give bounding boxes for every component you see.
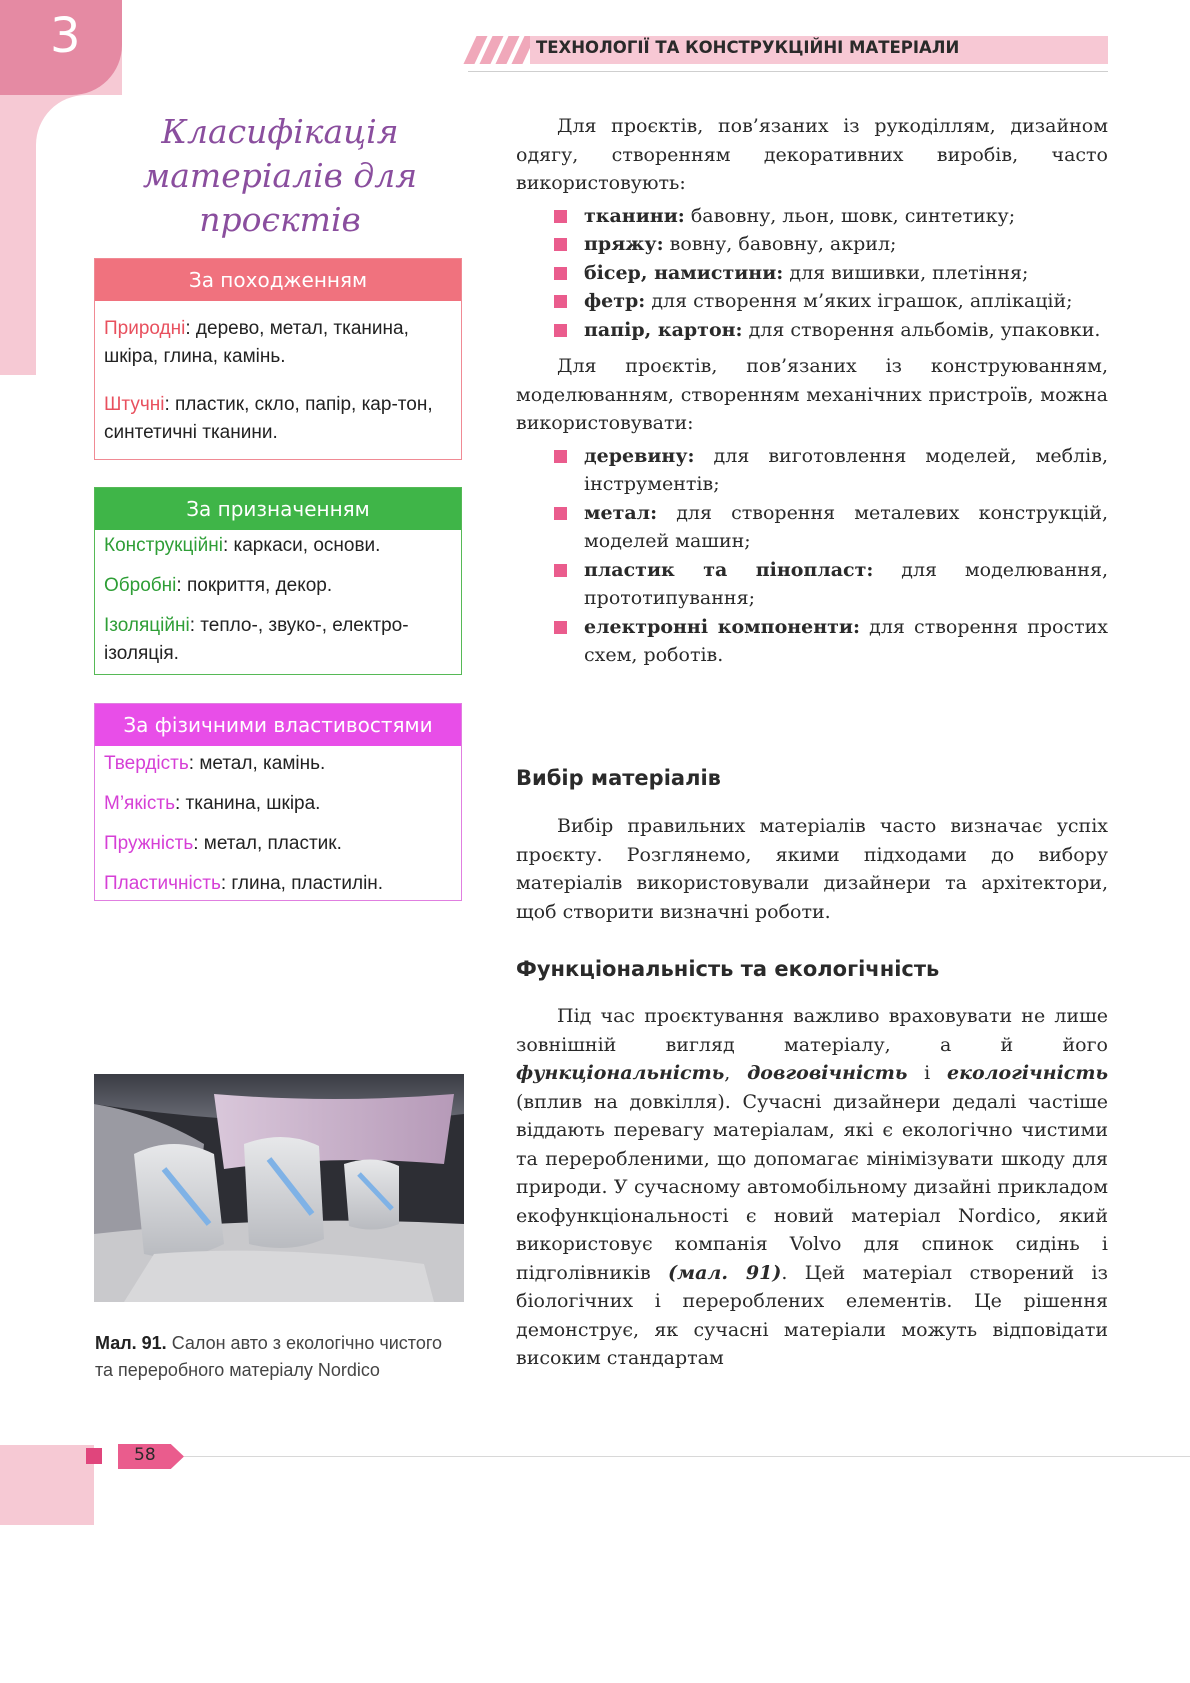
box-heading: За призначенням bbox=[95, 488, 461, 530]
physical-properties-box bbox=[94, 703, 462, 901]
choice-paragraph: Вибір правильних матеріалів часто визначає успіх проєкту. Розглянемо, якими підходами до вибору матеріалів використовували дизайнери та архітектори, щоб створити визначні роботи. bbox=[516, 815, 1108, 923]
bullet-icon bbox=[554, 324, 567, 337]
box-item: Обробні: покриття, декор. bbox=[104, 575, 333, 596]
box-item: Твердість: метал, камінь. bbox=[104, 753, 326, 774]
page-number: 58 bbox=[134, 1445, 156, 1465]
bullet-icon bbox=[554, 295, 567, 308]
bullet-icon bbox=[554, 210, 567, 223]
section-heading-function: Функціональність та екологічність bbox=[516, 957, 940, 981]
bullet-icon bbox=[554, 564, 567, 577]
box-item: Пружність: метал, пластик. bbox=[104, 833, 342, 854]
box-item: Пластичність: глина, пластилін. bbox=[104, 873, 384, 894]
box-item: М’якість: тканина, шкіра. bbox=[104, 793, 321, 814]
box-item: Штучні: пластик, скло, папір, кар-тон, синтетичні тканини. bbox=[104, 394, 433, 443]
chapter-tab bbox=[0, 0, 122, 95]
list-item: тканини: бавовну, льон, шовк, синтетику; bbox=[516, 202, 1108, 231]
function-block bbox=[516, 1002, 1108, 1373]
header-stripes bbox=[468, 36, 528, 64]
chapter-number: 3 bbox=[50, 8, 81, 64]
list-item: пряжу: вовну, бавовну, акрил; bbox=[516, 230, 1108, 259]
box-item: Конструкційні: каркаси, основи. bbox=[104, 535, 381, 556]
list-item: папір, картон: для створення альбомів, упаковки. bbox=[516, 316, 1108, 345]
bullet-icon bbox=[554, 238, 567, 251]
choice-block bbox=[516, 812, 1108, 926]
bullet-icon bbox=[554, 621, 567, 634]
section-heading-choice: Вибір матеріалів bbox=[516, 766, 721, 790]
list-item: електронні компоненти: для створення простих схем, роботів. bbox=[516, 613, 1108, 670]
bullet-icon bbox=[554, 450, 567, 463]
bullet-icon bbox=[554, 267, 567, 280]
list-item: метал: для створення металевих конструкцій, моделей машин; bbox=[516, 499, 1108, 556]
crafts-materials-list bbox=[516, 202, 1108, 345]
section-title: ТЕХНОЛОГІЇ ТА КОНСТРУКЦІЙНІ МАТЕРІАЛИ bbox=[536, 38, 960, 57]
car-interior-photo bbox=[94, 1074, 464, 1302]
construction-materials-list bbox=[516, 442, 1108, 670]
intro-paragraph: Для проєктів, пов’язаних із конструюванням, моделюванням, створенням механічних пристроїв, можна використовувати: bbox=[516, 355, 1108, 434]
list-item: бісер, намистини: для вишивки, плетіння; bbox=[516, 259, 1108, 288]
box-item: Природні: дерево, метал, тканина, шкіра, глина, камінь. bbox=[104, 318, 409, 367]
box-heading: За фізичними властивостями bbox=[95, 704, 461, 746]
footer-divider bbox=[184, 1456, 1190, 1457]
footer-square bbox=[86, 1448, 102, 1464]
list-item: деревину: для виготовлення моделей, меблів, інструментів; bbox=[516, 442, 1108, 499]
figure-caption: Мал. 91. Салон авто з екологічно чистого та переробного матеріалу Nordico bbox=[95, 1333, 443, 1380]
origin-classification-box bbox=[94, 258, 462, 460]
box-item: Ізоляційні: тепло-, звуко-, електро-ізоляція. bbox=[104, 615, 409, 664]
list-item: фетр: для створення м’яких іграшок, аплікацій; bbox=[516, 287, 1108, 316]
page-title: Класифікація матеріалів для проєктів bbox=[142, 112, 418, 239]
footer-pink-band bbox=[0, 1445, 94, 1525]
figure-label: Мал. 91. bbox=[95, 1333, 167, 1353]
box-heading: За походженням bbox=[95, 259, 461, 301]
right-column-top bbox=[516, 112, 1108, 670]
function-paragraph: Під час проєктування важливо враховувати не лише зовнішній вигляд матеріалу, а й його функціональність, довговічність і екологічність (вплив на довкілля). Сучасні дизайнери дедалі частіше віддають перевагу матеріалам, які є екологічно чистими та переробленими, що допомагає мінімізувати шкоду для природи. У сучасному автомобільному дизайні прикладом екофункціональності є новий матеріал Nordico, який використовує компанія Volvo для спинок сидінь і підголівників (мал. 91). Цей матеріал створений із біологічних і перероблених елементів. Це рішення демонструє, як сучасні матеріали можуть відповідати високим стандартам bbox=[516, 1005, 1108, 1369]
bullet-icon bbox=[554, 507, 567, 520]
intro-paragraph: Для проєктів, пов’язаних із рукоділлям, дизайном одягу, створенням декоративних виробів, часто використовують: bbox=[516, 115, 1108, 194]
list-item: пластик та пінопласт: для моделювання, прототипування; bbox=[516, 556, 1108, 613]
header-divider bbox=[468, 71, 1108, 72]
purpose-classification-box bbox=[94, 487, 462, 675]
